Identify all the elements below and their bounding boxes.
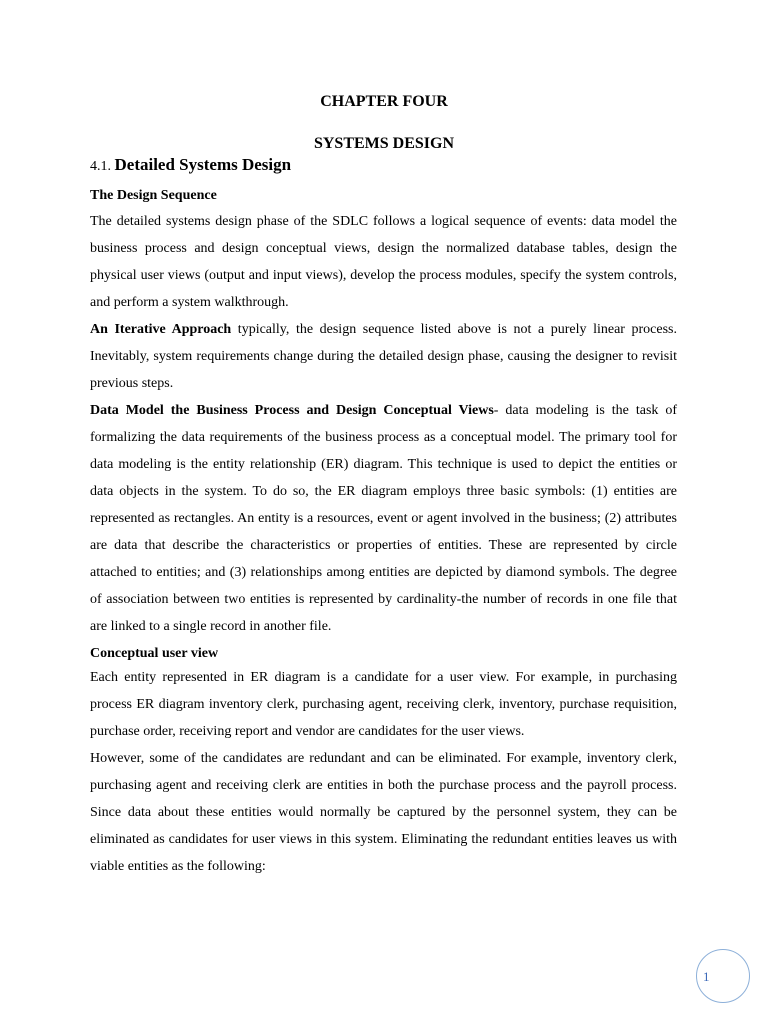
conceptual-user-view-paragraph-2: However, some of the candidates are redundant and can be eliminated. For example, inventory clerk, purchasing agent and receiving clerk are entities in both the purchase process and the payroll process. Since data about these entities would normally be captured by the personnel system, they can be eliminated as candidates for user views in this system. Eliminating the redundant entities leaves us with viable entities as the following: [90, 751, 677, 874]
section-title: Detailed Systems Design [114, 155, 292, 174]
iterative-approach-text: typically, the design sequence listed above is not a purely linear process. Inevitably, system requirements change during the detailed design phase, causing the designer to revisit previous steps. [90, 322, 678, 391]
chapter-title: CHAPTER FOUR [320, 93, 448, 110]
iterative-approach-lead: An Iterative Approach [90, 322, 232, 337]
design-sequence-paragraph: The detailed systems design phase of the SDLC follows a logical sequence of events: data model the business process and design conceptual views, design the normalized database tables, design the physical user views (output and input views), develop the process modules, specify the system controls, and perform a system walkthrough. [90, 214, 677, 310]
section-heading [90, 155, 291, 175]
page-number-badge: 1 [696, 949, 750, 1003]
design-sequence-heading: The Design Sequence [90, 188, 217, 203]
chapter-subtitle: SYSTEMS DESIGN [313, 135, 455, 152]
data-model-text: - data modeling is the task of formalizing the data requirements of the business process as a conceptual model. The primary tool for data modeling is the entity relationship (ER) diagram. This technique is used to depict the entities or data objects in the system. To do so, the ER diagram employs three basic symbols: (1) entities are represented as rectangles. An entity is a resources, event or agent involved in the business; (2) attributes are data that describe the characteristics or properties of entities. These are represented by circle attached to entities; and (3) relationships among entities are depicted by diamond symbols. The degree of association between two entities is represented by cardinality-the number of records in one file that are linked to a single record in another file. [90, 403, 677, 634]
conceptual-user-view-heading: Conceptual user view [90, 646, 219, 661]
iterative-approach-paragraph [90, 316, 677, 397]
data-model-paragraph [90, 397, 677, 640]
section-number: 4.1. [90, 159, 115, 174]
conceptual-user-view-paragraph-1: Each entity represented in ER diagram is a candidate for a user view. For example, in purchasing process ER diagram inventory clerk, purchasing agent, receiving clerk, inventory, purchase requisition, purchase order, receiving report and vendor are candidates for the user views. [90, 670, 677, 739]
document-body [90, 184, 677, 880]
data-model-lead: Data Model the Business Process and Design Conceptual Views [90, 403, 494, 418]
